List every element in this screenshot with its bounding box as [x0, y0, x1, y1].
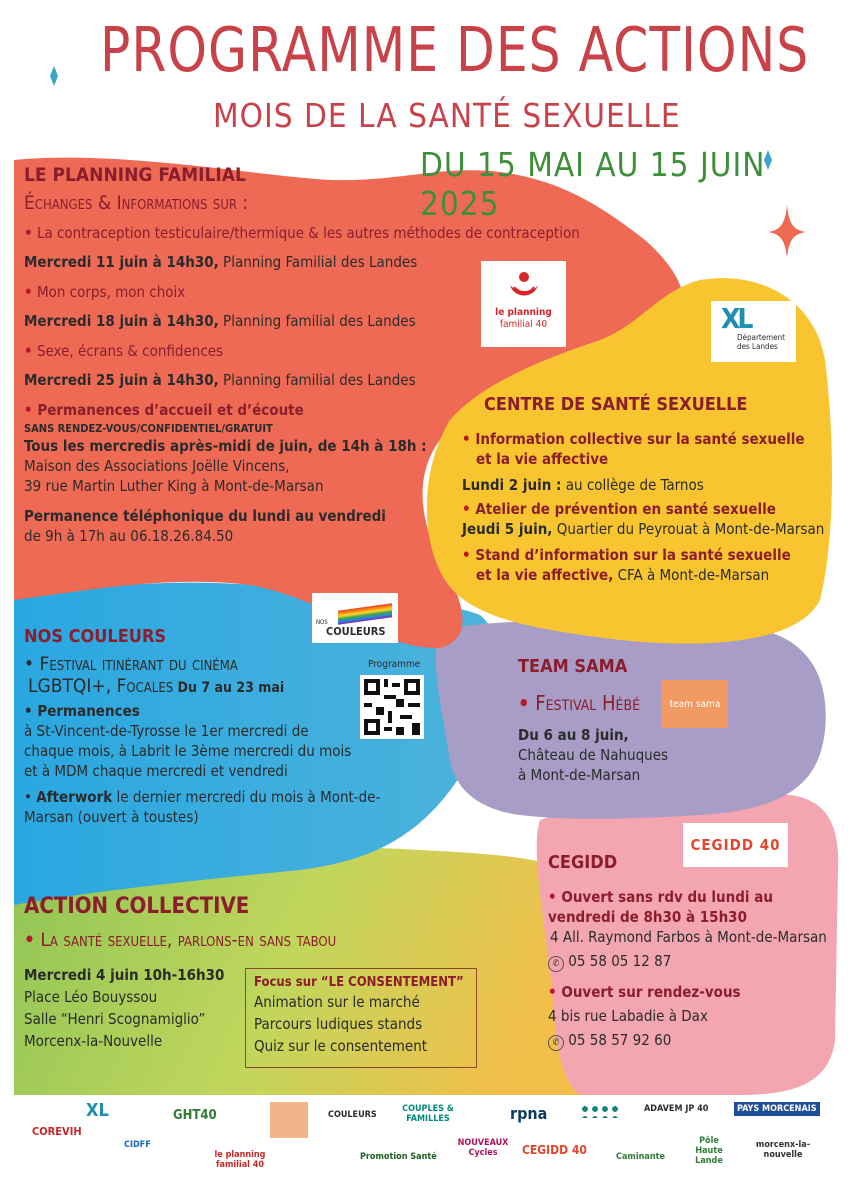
footer-logo-promotion-sante: Promotion Santé [360, 1152, 437, 1162]
cegidd-logo: CEGIDD 40 [683, 823, 788, 867]
footer-logo-caminante: Caminante [616, 1152, 665, 1162]
qr-code[interactable] [360, 675, 424, 739]
couleurs-heading: NOS COULEURS [24, 626, 167, 647]
footer-logo-corevih: COREVIH [32, 1125, 82, 1138]
footer-logo-placeholder [270, 1102, 308, 1138]
planning-familial-logo: le planning familial 40 [481, 261, 566, 347]
centre-when-1: Lundi 2 juin : au collège de Tarnos [462, 476, 704, 494]
collective-place-3: Morcenx-la-Nouvelle [24, 1032, 163, 1050]
collective-place-2: Salle “Henri Scognamiglio” [24, 1010, 206, 1028]
centre-item-1b: et la vie affective [476, 450, 609, 468]
planning-item-4-addr1: Maison des Associations Joëlle Vincens, [24, 457, 290, 475]
page-title: PROGRAMME DES ACTIONS [100, 14, 810, 87]
footer-logo-pays-morcenais: PAYS MORCENAIS [734, 1102, 820, 1116]
planning-subheading: Échanges & Informations sur : [24, 192, 249, 214]
footer-logo-cegidd: CEGIDD 40 [522, 1143, 587, 1157]
planning-swirl-icon [504, 267, 544, 303]
planning-date-2: Mercredi 18 juin à 14h30, Planning familial des Landes [24, 312, 416, 330]
planning-item-4: • Permanences d’accueil et d’écoute [24, 401, 304, 419]
centre-item-2: • Atelier de prévention en santé sexuelle [462, 500, 776, 518]
couleurs-perm-2: chaque mois, à Labrit le 3ème mercredi du mois [24, 742, 352, 760]
centre-item-3: • Stand d’information sur la santé sexuelle [462, 546, 791, 564]
date-range: DU 15 MAI AU 15 JUIN 2025 [420, 145, 766, 223]
focus-item-2: Parcours ludiques stands [254, 1015, 423, 1033]
nos-couleurs-logo: NOS COULEURS [312, 593, 398, 643]
collective-item-1: • La santé sexuelle, parlons-en sans tabou [24, 929, 337, 951]
couleurs-item-1: • Festival itinérant du cinéma [24, 653, 238, 675]
cegidd-section [548, 852, 838, 1051]
cegidd-tel-2[interactable]: 05 58 57 92 60 [568, 1031, 672, 1049]
sama-heading: TEAM SAMA [518, 656, 628, 677]
centre-item-1: • Information collective sur la santé sexuelle [462, 430, 805, 448]
phone-icon: ✆ [548, 1035, 564, 1051]
planning-item-4-when: Tous les mercredis après-midi de juin, de 14h à 18h : [24, 437, 427, 455]
sama-when: Du 6 au 8 juin, [518, 726, 629, 744]
cegidd-addr-2: 4 bis rue Labadie à Dax [548, 1007, 708, 1025]
footer-logo-pole-haute-lande: Pôle Haute Lande [695, 1136, 723, 1166]
cegidd-item-1: • Ouvert sans rdv du lundi au [548, 888, 773, 906]
couleurs-item-2: • Permanences [24, 702, 140, 720]
couleurs-rainbow [338, 603, 392, 625]
team-sama-logo: team sama [662, 680, 728, 728]
couleurs-perm-3: et à MDM chaque mercredi et vendredi [24, 762, 288, 780]
couleurs-item-1b: LGBTQI+, Focales Du 7 au 23 mai [28, 675, 285, 697]
collective-place-1: Place Léo Bouyssou [24, 988, 158, 1006]
focus-box [245, 968, 477, 1068]
phone-icon: ✆ [548, 956, 564, 972]
planning-date-3: Mercredi 25 juin à 14h30, Planning familial des Landes [24, 371, 416, 389]
footer-logo-couples-familles: COUPLES & FAMILLES [402, 1104, 454, 1124]
planning-item-4-sub: SANS RENDEZ-VOUS/CONFIDENTIEL/GRATUIT [24, 422, 273, 435]
footer-logo-xl: XL [86, 1100, 109, 1121]
sama-item-1: • Festival Hébé [518, 691, 641, 715]
footer-logo-nouveaux-cycles: NOUVEAUX Cycles [457, 1138, 509, 1158]
planning-heading: LE PLANNING FAMILIAL [24, 164, 246, 186]
centre-section [462, 394, 832, 585]
planning-phone: de 9h à 17h au 06.18.26.84.50 [24, 527, 234, 545]
cegidd-item-1b: vendredi de 8h30 à 15h30 [548, 908, 747, 926]
focus-title: Focus sur “LE CONSENTEMENT” [254, 975, 464, 990]
footer-logo-planning: le planning familial 40 [214, 1150, 266, 1170]
cegidd-addr-1: 4 All. Raymond Farbos à Mont-de-Marsan [550, 928, 827, 946]
planning-date-1: Mercredi 11 juin à 14h30, Planning Familial des Landes [24, 253, 418, 271]
sama-place-2: à Mont-de-Marsan [518, 766, 641, 784]
sparkle-icon-left [50, 66, 58, 86]
footer-logo-cidff: CIDFF [124, 1140, 151, 1150]
centre-item-3b: et la vie affective, CFA à Mont-de-Marsan [476, 566, 770, 584]
planning-item-3: • Sexe, écrans & confidences [24, 342, 224, 360]
cegidd-item-2: • Ouvert sur rendez-vous [548, 983, 741, 1001]
centre-heading: CENTRE DE SANTÉ SEXUELLE [484, 394, 748, 415]
planning-item-4-addr2: 39 rue Martin Luther King à Mont-de-Marsan [24, 477, 324, 495]
footer-logo-dots [580, 1104, 620, 1118]
planning-phone-label: Permanence téléphonique du lundi au vendredi [24, 507, 386, 525]
cegidd-tel-1-row [548, 951, 838, 972]
cegidd-tel-1[interactable]: 05 58 05 12 87 [568, 952, 672, 970]
footer-logo-ght40: GHT40 [173, 1108, 217, 1123]
collective-heading: ACTION COLLECTIVE [24, 894, 250, 919]
planning-item-1: • La contraception testiculaire/thermique & les autres méthodes de contraception [24, 224, 580, 242]
couleurs-item-3: • Afterwork le dernier mercredi du mois à Mont-de- [24, 788, 381, 806]
programme-label: Programme [368, 659, 421, 670]
collective-when: Mercredi 4 juin 10h-16h30 [24, 966, 225, 984]
page-subtitle: MOIS DE LA SANTÉ SEXUELLE [213, 96, 681, 135]
footer-logo-morcenx: morcenx-la-nouvelle [755, 1140, 811, 1160]
footer-logo-rpna: rpna [510, 1104, 548, 1123]
cegidd-heading: CEGIDD [548, 852, 618, 873]
cegidd-tel-2-row [548, 1030, 838, 1051]
departement-landes-logo: XL Département des Landes [711, 301, 796, 362]
focus-item-3: Quiz sur le consentement [254, 1037, 428, 1055]
footer-logo-adavem: ADAVEM JP 40 [644, 1104, 709, 1114]
planning-item-2: • Mon corps, mon choix [24, 283, 186, 301]
couleurs-perm-1: à St-Vincent-de-Tyrosse le 1er mercredi de [24, 722, 309, 740]
sama-place-1: Château de Nahuques [518, 746, 669, 764]
couleurs-item-3c: Marsan (ouvert à toustes) [24, 808, 199, 826]
qr-code-icon [360, 675, 424, 739]
footer-logo-couleurs: COULEURS [328, 1110, 377, 1120]
focus-item-1: Animation sur le marché [254, 993, 420, 1011]
centre-when-2: Jeudi 5 juin, Quartier du Peyrouat à Mont-de-Marsan [462, 520, 825, 538]
